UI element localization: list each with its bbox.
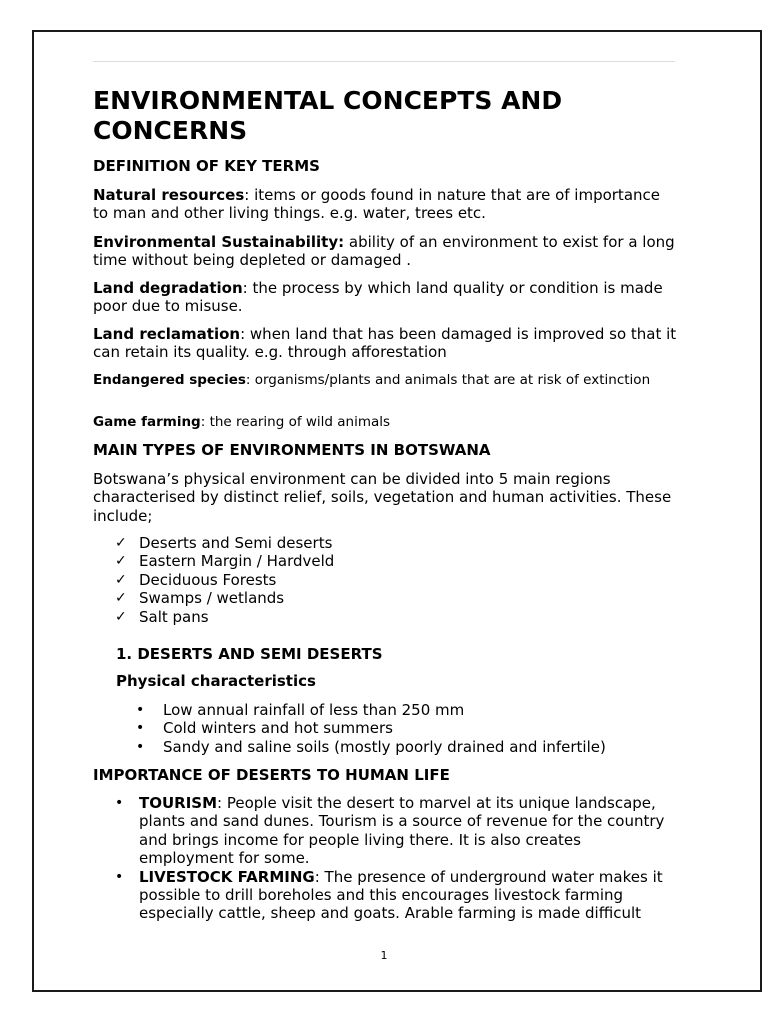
check-icon: ✓ [115, 590, 127, 607]
definition-text: : organisms/plants and animals that are at risk of extinction [245, 372, 651, 388]
definition-game-farming [93, 414, 677, 431]
page-number: 1 [380, 949, 388, 962]
regions-list [93, 534, 334, 626]
bullet-icon: • [136, 720, 145, 737]
region-label: Eastern Margin / Hardveld [139, 552, 335, 571]
definition-term: Land reclamation [93, 325, 241, 343]
bullet-icon: • [115, 795, 124, 811]
importance-heading: IMPORTANCE OF DESERTS TO HUMAN LIFE [93, 766, 450, 784]
definition-land-degradation [93, 279, 677, 316]
list-item [93, 701, 677, 719]
definition-text: : items or goods found in nature that are of importance to man and other living things. e.g. water, trees etc. [93, 186, 660, 223]
check-icon: ✓ [115, 608, 127, 625]
importance-term: TOURISM [139, 794, 218, 812]
bullet-icon: • [115, 868, 124, 885]
definition-environmental-sustainability [93, 233, 677, 270]
header-rule [93, 61, 675, 62]
definition-natural-resources [93, 186, 677, 223]
list-item [93, 589, 334, 607]
types-heading: MAIN TYPES OF ENVIRONMENTS IN BOTSWANA [93, 441, 491, 459]
definition-endangered-species [93, 372, 677, 389]
list-item [93, 552, 334, 570]
list-item [93, 738, 677, 756]
bullet-icon: • [136, 738, 145, 755]
region-label: Salt pans [139, 607, 209, 626]
physical-item: Cold winters and hot summers [163, 719, 393, 738]
bullet-icon: • [136, 702, 145, 718]
list-item [93, 719, 677, 737]
definition-text: : the rearing of wild animals [200, 414, 391, 430]
definition-text: : the process by which land quality or condition is made poor due to misuse. [93, 279, 663, 316]
importance-text: : The presence of underground water makes it possible to drill boreholes and this encourages livestock farming especially cattle, sheep and goats. Arable farming is made difficult [139, 867, 663, 923]
region-label: Swamps / wetlands [139, 589, 285, 608]
check-icon: ✓ [115, 571, 127, 588]
physical-list [93, 701, 677, 756]
importance-list [93, 794, 677, 923]
definition-text: ability of an environment to exist for a long time without being depleted or damaged . [93, 233, 675, 270]
importance-term: LIVESTOCK FARMING [139, 867, 315, 886]
list-item [93, 534, 334, 552]
definition-term: Land degradation [93, 279, 243, 297]
check-icon: ✓ [115, 553, 127, 570]
definition-term: Game farming [93, 414, 201, 430]
definition-term: Environmental Sustainability: [93, 233, 345, 251]
physical-item: Low annual rainfall of less than 250 mm [163, 701, 465, 719]
check-icon: ✓ [115, 535, 127, 551]
definition-term: Natural resources [93, 186, 245, 204]
definitions-heading: DEFINITION OF KEY TERMS [93, 157, 320, 175]
definition-land-reclamation [93, 325, 677, 362]
list-item [93, 571, 334, 589]
region-label: Deserts and Semi deserts [139, 534, 333, 552]
document-title: ENVIRONMENTAL CONCEPTS AND CONCERNS [93, 86, 563, 145]
definition-text: : when land that has been damaged is improved so that it can retain its quality. e.g. through afforestation [93, 325, 677, 362]
list-item [93, 608, 334, 626]
list-item [93, 794, 677, 868]
definition-term: Endangered species [93, 372, 246, 388]
physical-item: Sandy and saline soils (mostly poorly drained and infertile) [163, 737, 606, 756]
region-label: Deciduous Forests [139, 570, 277, 589]
physical-heading: Physical characteristics [116, 672, 316, 690]
section1-heading: 1. DESERTS AND SEMI DESERTS [116, 645, 383, 663]
types-intro: Botswana’s physical environment can be divided into 5 main regions characterised by distinct relief, soils, vegetation and human activities. These include; [93, 470, 672, 525]
list-item [93, 868, 677, 923]
importance-text: : People visit the desert to marvel at its unique landscape, plants and sand dunes. Tourism is a source of revenue for the country and brings income for people living there. It is also creates employment for some. [139, 794, 665, 868]
